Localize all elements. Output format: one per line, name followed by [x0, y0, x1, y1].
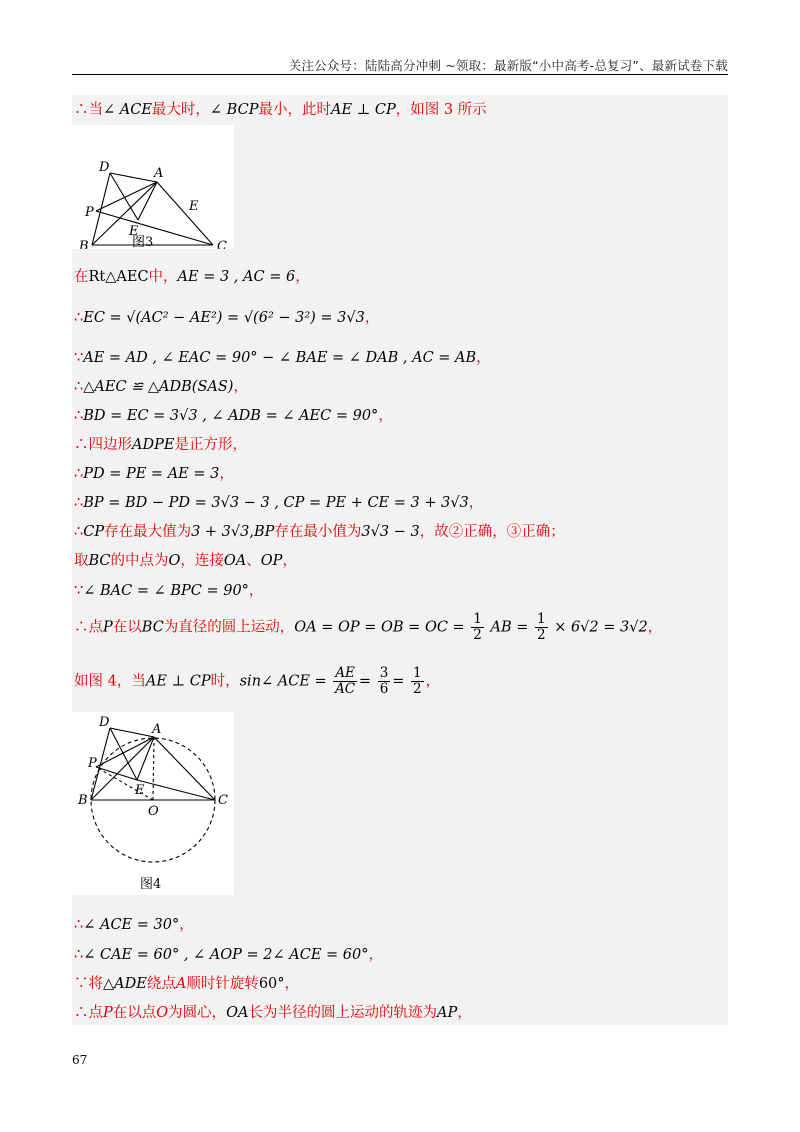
fraction [333, 666, 357, 697]
fraction [471, 612, 484, 643]
denominator: 2 [473, 627, 482, 643]
text: 顺时针旋转 [186, 976, 259, 992]
text: ， [295, 269, 310, 285]
text: ， [468, 495, 484, 511]
label-b: B [78, 793, 88, 808]
fraction [411, 666, 424, 697]
figure-4-caption: 图4 [140, 877, 162, 892]
text: 存在最大值为 [104, 524, 192, 540]
line-14 [74, 666, 440, 697]
text: ∴ [74, 495, 84, 511]
math: BP = BD − PD = 3√3 − 3 , CP = PE + CE = 3 + 3√3 [83, 495, 469, 511]
text: ∵ [74, 350, 84, 366]
numerator: 1 [413, 665, 422, 681]
text: ， [282, 553, 297, 569]
denominator: AC [335, 681, 356, 697]
label-e: E [129, 224, 139, 239]
text: 是正方形， [174, 437, 247, 453]
fraction [378, 666, 391, 697]
numerator: AE [335, 665, 355, 681]
math: × 6√2 = 3√2 [554, 619, 648, 636]
denominator: 2 [537, 627, 546, 643]
math: AE ⊥ CP [330, 102, 396, 118]
text: 的中点为 [110, 553, 169, 569]
line-5 [74, 375, 248, 396]
denominator: 6 [379, 681, 389, 697]
math: BD = EC = 3√3 , ∠ ADB = ∠ AEC = 90° [83, 408, 379, 424]
text: ， [179, 917, 194, 933]
text: 在 [74, 269, 89, 285]
text: ∴ [74, 379, 84, 395]
text: ∴ [74, 466, 84, 482]
math: BC [88, 553, 111, 569]
text: 最小，此时 [258, 102, 331, 118]
math: BP [254, 524, 275, 540]
math: OP [260, 553, 283, 569]
text: 在以 [112, 619, 142, 636]
text: 为圆心， [168, 1005, 227, 1021]
text: 如图 4，当 [74, 673, 146, 690]
label-c: C [217, 239, 227, 249]
text: ∵ [74, 583, 84, 599]
line-8 [74, 462, 234, 483]
text: ，故②正确，③正确； [419, 524, 565, 540]
line-9 [74, 491, 483, 512]
math: 3√3 − 3 [361, 524, 420, 540]
text: ， [647, 619, 663, 636]
text: 中， [148, 269, 178, 285]
math: AB = [490, 619, 529, 636]
label-o: O [148, 804, 159, 819]
text: ∵将 [74, 976, 103, 992]
figure-4-diagram [72, 712, 234, 895]
text: ∴ [74, 310, 84, 326]
math: Rt△AEC [88, 269, 149, 285]
line-13 [74, 612, 662, 643]
text: , [249, 524, 254, 540]
math: 60° [258, 976, 285, 992]
text: ，连接 [180, 553, 224, 569]
text: ， [378, 408, 393, 424]
text: ， [219, 466, 234, 482]
math: EC = √(AC² − AE²) = √(6² − 3²) = 3√3 [83, 310, 365, 326]
line-18 [74, 1001, 472, 1022]
line-12 [74, 579, 263, 600]
math: BC [141, 619, 164, 636]
text: ∴四边形 [74, 437, 132, 453]
line-11 [74, 549, 297, 570]
text: ， [284, 976, 300, 992]
label-c: C [218, 793, 228, 808]
label-a: A [152, 722, 162, 737]
numerator: 1 [473, 611, 482, 627]
text: 最大时， [151, 102, 210, 118]
numerator: 3 [379, 665, 389, 681]
math: CP [83, 524, 105, 540]
math: O [156, 1005, 169, 1021]
label-b: B [79, 239, 89, 249]
text: ， [476, 350, 491, 366]
text: ， [368, 947, 383, 963]
label-e: E [135, 783, 145, 798]
text: ∴ [74, 524, 84, 540]
header-rule [72, 74, 728, 75]
text: 长为半径的圆上运动的轨迹为 [248, 1005, 438, 1021]
math: O [168, 553, 181, 569]
math: ADPE [132, 437, 175, 453]
text: ∴当 [74, 102, 103, 118]
text: ∴点 [74, 1005, 103, 1021]
line-16 [74, 943, 383, 964]
text: 在以点 [112, 1005, 157, 1021]
math: AE = 3 , AC = 6 [177, 269, 296, 285]
math: P [103, 1005, 113, 1021]
equals: = [358, 673, 372, 690]
arc-notation: AP [437, 1005, 458, 1021]
label-e-side: E [189, 199, 199, 214]
math: AE = AD , ∠ EAC = 90° − ∠ BAE = ∠ DAB , AC = AB [83, 350, 477, 366]
text: ∴ [74, 947, 84, 963]
math: OA = OP = OB = OC = [294, 619, 465, 636]
label-a: A [154, 166, 164, 181]
math: ∠ ACE = 30° [83, 917, 180, 933]
line-15 [74, 913, 194, 934]
text: ， [425, 673, 441, 690]
text: ， [248, 583, 264, 599]
figure-4 [72, 712, 234, 895]
math: ∠ BCP [209, 102, 259, 118]
line-17 [74, 972, 299, 993]
page-header: 关注公众号：陆陆高分冲刺 ~领取：最新版“小中高考-总复习”、最新试卷下载 [288, 58, 728, 73]
math: 3 + 3√3 [191, 524, 250, 540]
math: OA [223, 553, 247, 569]
math: sin∠ ACE = [239, 673, 327, 690]
page-number: 67 [72, 1053, 88, 1067]
line-6 [74, 404, 393, 425]
solution-content [72, 95, 728, 1025]
math: PD = PE = AE = 3 [83, 466, 220, 482]
text: ， [233, 379, 248, 395]
text: ∴点 [74, 619, 103, 636]
text: 为直径的圆上运动， [163, 619, 295, 636]
label-p: P [85, 205, 94, 220]
text: 存在最小值为 [274, 524, 362, 540]
line-3 [74, 306, 379, 327]
line-2 [74, 265, 310, 286]
label-p: P [88, 756, 97, 771]
math: △AEC ≌ △ADB(SAS) [83, 379, 234, 395]
text: 时， [210, 673, 240, 690]
text: ， [364, 310, 380, 326]
text: 绕点 [146, 976, 176, 992]
math: P [103, 619, 113, 636]
text: ∴ [74, 917, 84, 933]
text: 、 [246, 553, 261, 569]
numerator: 1 [537, 611, 546, 627]
equals: = [392, 673, 405, 690]
line-7 [74, 433, 247, 454]
label-d: D [99, 160, 110, 175]
text: ∴ [74, 408, 84, 424]
line-1 [74, 98, 487, 119]
text: ，如图 3 所示 [395, 102, 487, 118]
math: AE ⊥ CP [145, 673, 211, 690]
text: 取 [74, 553, 89, 569]
math: OA [226, 1005, 249, 1021]
line-10 [74, 520, 565, 541]
math: ∠ BAC = ∠ BPC = 90° [83, 583, 249, 599]
math: A [175, 976, 187, 992]
text: ， [457, 1005, 472, 1021]
fraction [535, 612, 548, 643]
label-d: D [99, 715, 110, 730]
line-4 [74, 346, 491, 367]
figure-3-caption: 图3 [132, 235, 154, 250]
math: ∠ CAE = 60° , ∠ AOP = 2∠ ACE = 60° [83, 947, 369, 963]
denominator: 2 [413, 681, 422, 697]
math: △ADE [103, 976, 147, 992]
math: ∠ ACE [103, 102, 152, 118]
